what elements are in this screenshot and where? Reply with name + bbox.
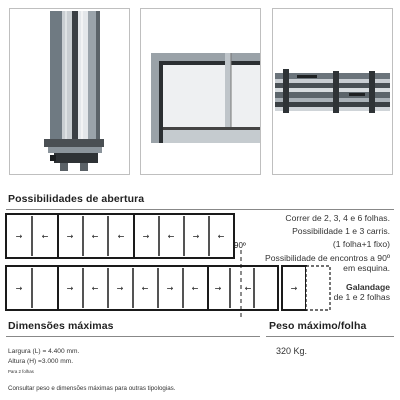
arrow-left-icon: ←: [117, 232, 125, 241]
arrow-left-icon: ←: [191, 284, 199, 293]
arrow-right-icon: →: [290, 284, 298, 293]
arrow-right-icon: →: [15, 284, 23, 293]
angle-label: 90º: [234, 241, 246, 250]
caption-encontros-line2: em esquina.: [343, 263, 390, 273]
max-height-value: Altura (H) =3.000 mm.: [8, 358, 74, 365]
weight-value: 320 Kg.: [276, 346, 308, 356]
dimensions-divider: [6, 336, 260, 337]
profile-photo-section: [272, 8, 393, 175]
opening-diagram: [4, 212, 334, 320]
section-divider: [6, 209, 394, 210]
caption-galandage-title: Galandage: [346, 282, 390, 292]
leaf-note: Para 2 folhas: [8, 369, 34, 374]
max-width-value: Largura (L) = 4.400 mm.: [8, 348, 80, 355]
dimensions-title: Dimensões máximas: [8, 320, 114, 332]
arrow-right-icon: →: [116, 284, 124, 293]
caption-correr: Correr de 2, 3, 4 e 6 folhas.: [285, 213, 390, 223]
arrow-left-icon: ←: [167, 232, 175, 241]
caption-carris: Possibilidade 1 e 3 carris.: [292, 226, 390, 236]
opening-section-title: Possibilidades de abertura: [8, 193, 145, 205]
arrow-right-icon: →: [192, 232, 200, 241]
arrow-right-icon: →: [66, 284, 74, 293]
weight-divider: [266, 336, 394, 337]
caption-galandage-sub: de 1 e 2 folhas: [333, 292, 390, 302]
arrow-right-icon: →: [142, 232, 150, 241]
arrow-left-icon: ←: [244, 284, 252, 293]
arrow-left-icon: ←: [91, 232, 99, 241]
arrow-right-icon: →: [166, 284, 174, 293]
arrow-left-icon: ←: [217, 232, 225, 241]
profile-photo-corner: [140, 8, 261, 175]
arrow-right-icon: →: [214, 284, 222, 293]
profile-photo-vertical: [9, 8, 130, 175]
arrow-right-icon: →: [15, 232, 23, 241]
arrow-left-icon: ←: [91, 284, 99, 293]
weight-title: Peso máximo/folha: [269, 320, 367, 332]
caption-encontros-line1: Possibilidade de encontros a 90º: [265, 253, 390, 263]
arrow-left-icon: ←: [141, 284, 149, 293]
arrow-right-icon: →: [66, 232, 74, 241]
footer-note: Consultar peso e dimensões máximas para outras tipologias.: [8, 385, 176, 392]
arrow-left-icon: ←: [41, 232, 49, 241]
caption-fixo: (1 folha+1 fixo): [332, 239, 390, 249]
